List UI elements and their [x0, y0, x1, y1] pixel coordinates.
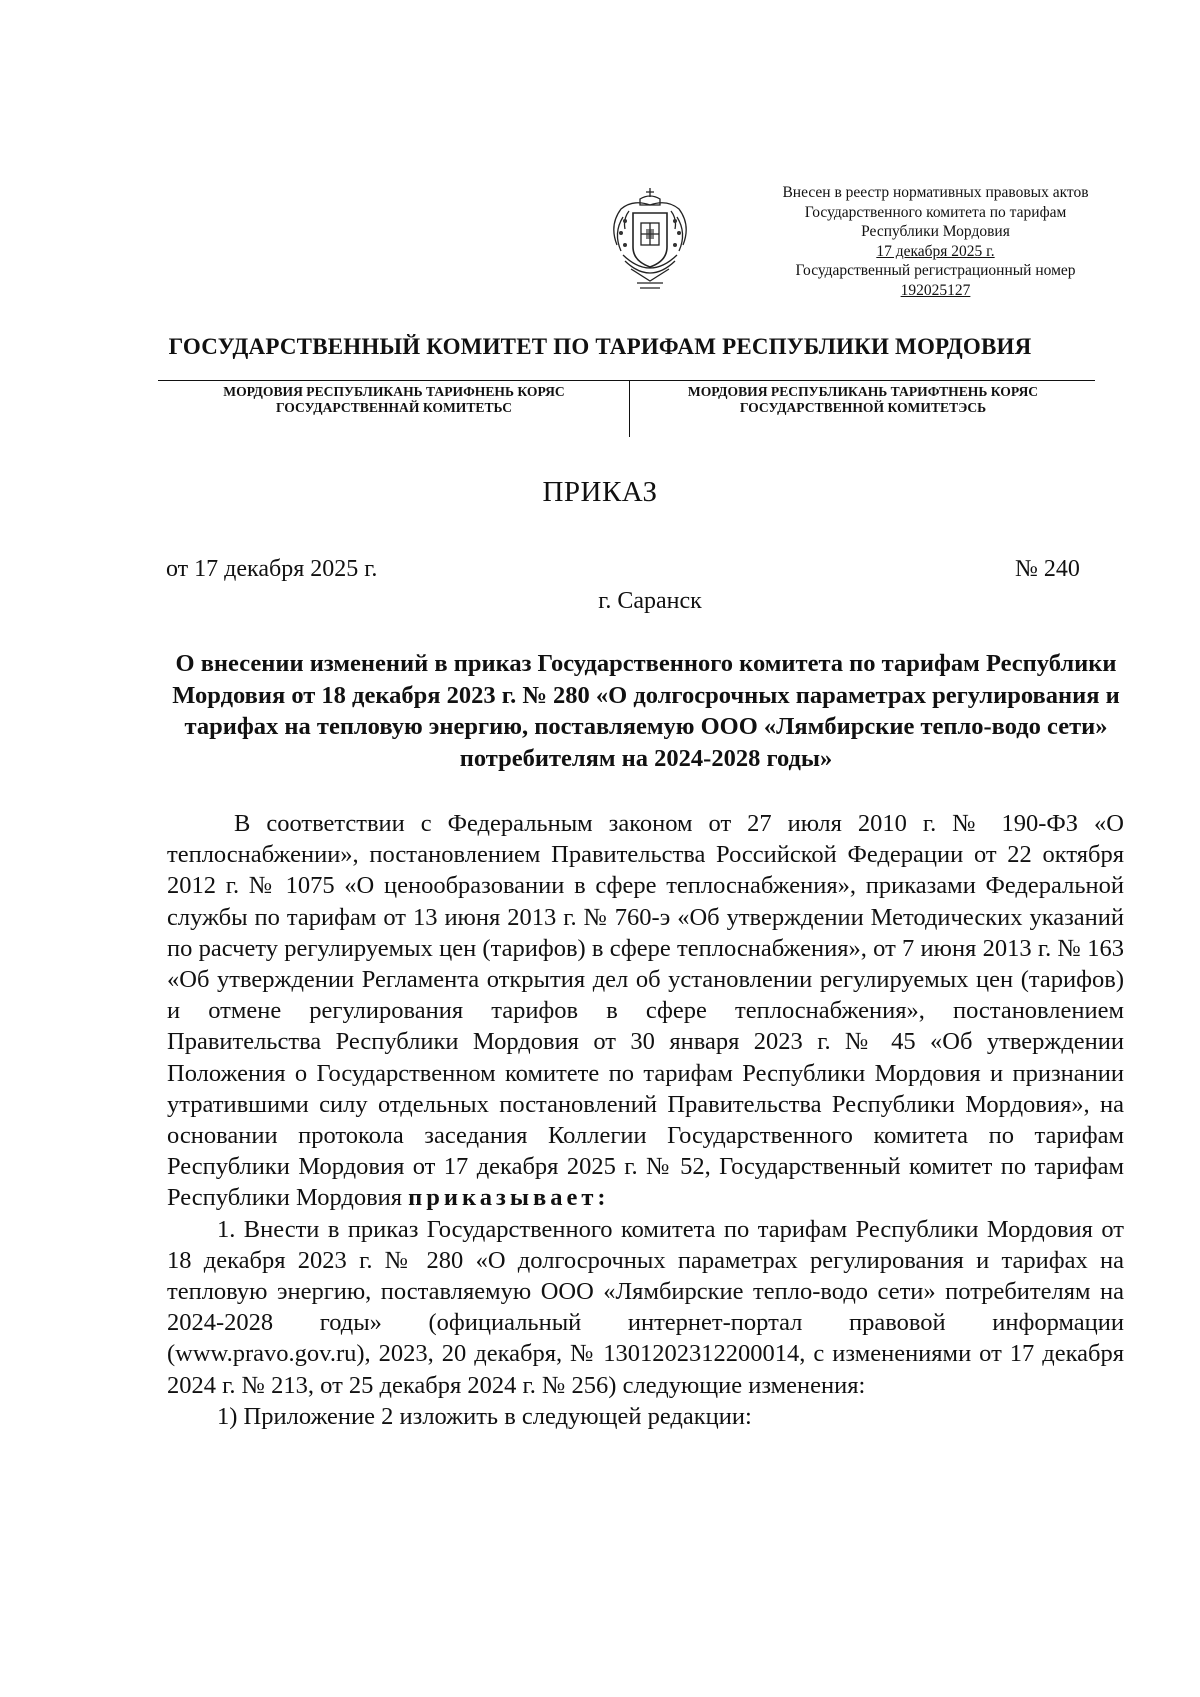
document-body	[167, 808, 1124, 1432]
document-number: № 240	[1015, 556, 1080, 582]
header-vertical-divider	[629, 381, 630, 437]
document-city: г. Саранск	[598, 588, 702, 614]
registry-date: 17 декабря 2025 г.	[876, 242, 995, 260]
coat-of-arms-emblem	[603, 185, 697, 293]
preamble-paragraph	[167, 808, 1124, 1214]
organization-name-moksha	[160, 384, 628, 416]
organization-title: ГОСУДАРСТВЕННЫЙ КОМИТЕТ ПО ТАРИФАМ РЕСПУБЛИКИ МОРДОВИЯ	[168, 334, 1032, 359]
registry-stamp	[748, 183, 1123, 300]
document-date: от 17 декабря 2025 г.	[166, 556, 378, 582]
item-1-1-paragraph: 1) Приложение 2 изложить в следующей редакции:	[217, 1402, 752, 1430]
organization-name-erzya	[632, 384, 1094, 416]
registry-line: Внесен в реестр нормативных правовых актов	[782, 184, 1089, 201]
registry-number-label: Государственный регистрационный номер	[795, 262, 1076, 279]
registry-line: Государственного комитета по тарифам	[804, 203, 1067, 221]
org-name-line: ГОСУДАРСТВЕННАЙ КОМИТЕТЬС	[275, 400, 513, 415]
header-divider	[158, 380, 1095, 381]
preamble-text: В соответствии с Федеральным законом от 27 июля 2010 г. № 190-ФЗ «О теплоснабжении», постановлением Правительства Российской Федерации от 22 октября 2012 г. № 1075 «О ценообразовании в сфере теплоснабжения», приказами Федеральной службы по тарифам от 13 июня 2013 г. № 760-э «Об утверждении Методических указаний по расчету регулируемых цен (тарифов) в сфере теплоснабжения», от 7 июня 2013 г. № 163 «Об утверждении Регламента открытия дел об установлении регулируемых цен (тарифов) и отмене регулирования тарифов в сфере теплоснабжения», постановлением Правительства Республики Мордовия от 30 января 2023 г. № 45 «Об утверждении Положения о Государственном комитете по тарифам Республики Мордовия и признании утратившими силу отдельных постановлений Правительства Республики Мордовия», на основании протокола заседания Коллегии Государственного комитета по тарифам Республики Мордовия от 17 декабря 2025 г. № 52, Государственный комитет по тарифам Республики Мордовия	[167, 810, 1124, 1212]
org-name-line: ГОСУДАРСТВЕННОЙ КОМИТЕТЭСЬ	[739, 400, 987, 415]
item-1-paragraph: 1. Внести в приказ Государственного комитета по тарифам Республики Мордовия от 18 декабря 2023 г. № 280 «О долгосрочных параметрах регулирования и тарифах на тепловую энергию, поставляемую ООО «Лямбирские тепло-водо сети» потребителям на 2024-2028 годы» (официальный интернет-портал правовой информации (www.pravo.gov.ru), 2023, 20 декабря, № 1301202312200014, с изменениями от 17 декабря 2024 г. № 213, от 25 декабря 2024 г. № 256) следующие изменения:	[167, 1215, 1124, 1399]
document-subject: О внесении изменений в приказ Государственного комитета по тарифам Республики Мордовия от 18 декабря 2023 г. № 280 «О долгосрочных параметрах регулирования и тарифах на тепловую энергию, поставляемую ООО «Лямбирские тепло-водо сети» потребителям на 2024-2028 годы»	[172, 650, 1120, 772]
org-name-line: МОРДОВИЯ РЕСПУБЛИКАНЬ ТАРИФНЕНЬ КОРЯС	[223, 384, 565, 399]
org-name-line: МОРДОВИЯ РЕСПУБЛИКАНЬ ТАРИФТНЕНЬ КОРЯС	[687, 384, 1039, 399]
document-type: ПРИКАЗ	[542, 476, 658, 508]
registry-number: 192025127	[900, 281, 971, 299]
orders-word: приказывает:	[408, 1184, 610, 1212]
registry-line: Республики Мордовия	[861, 223, 1010, 240]
